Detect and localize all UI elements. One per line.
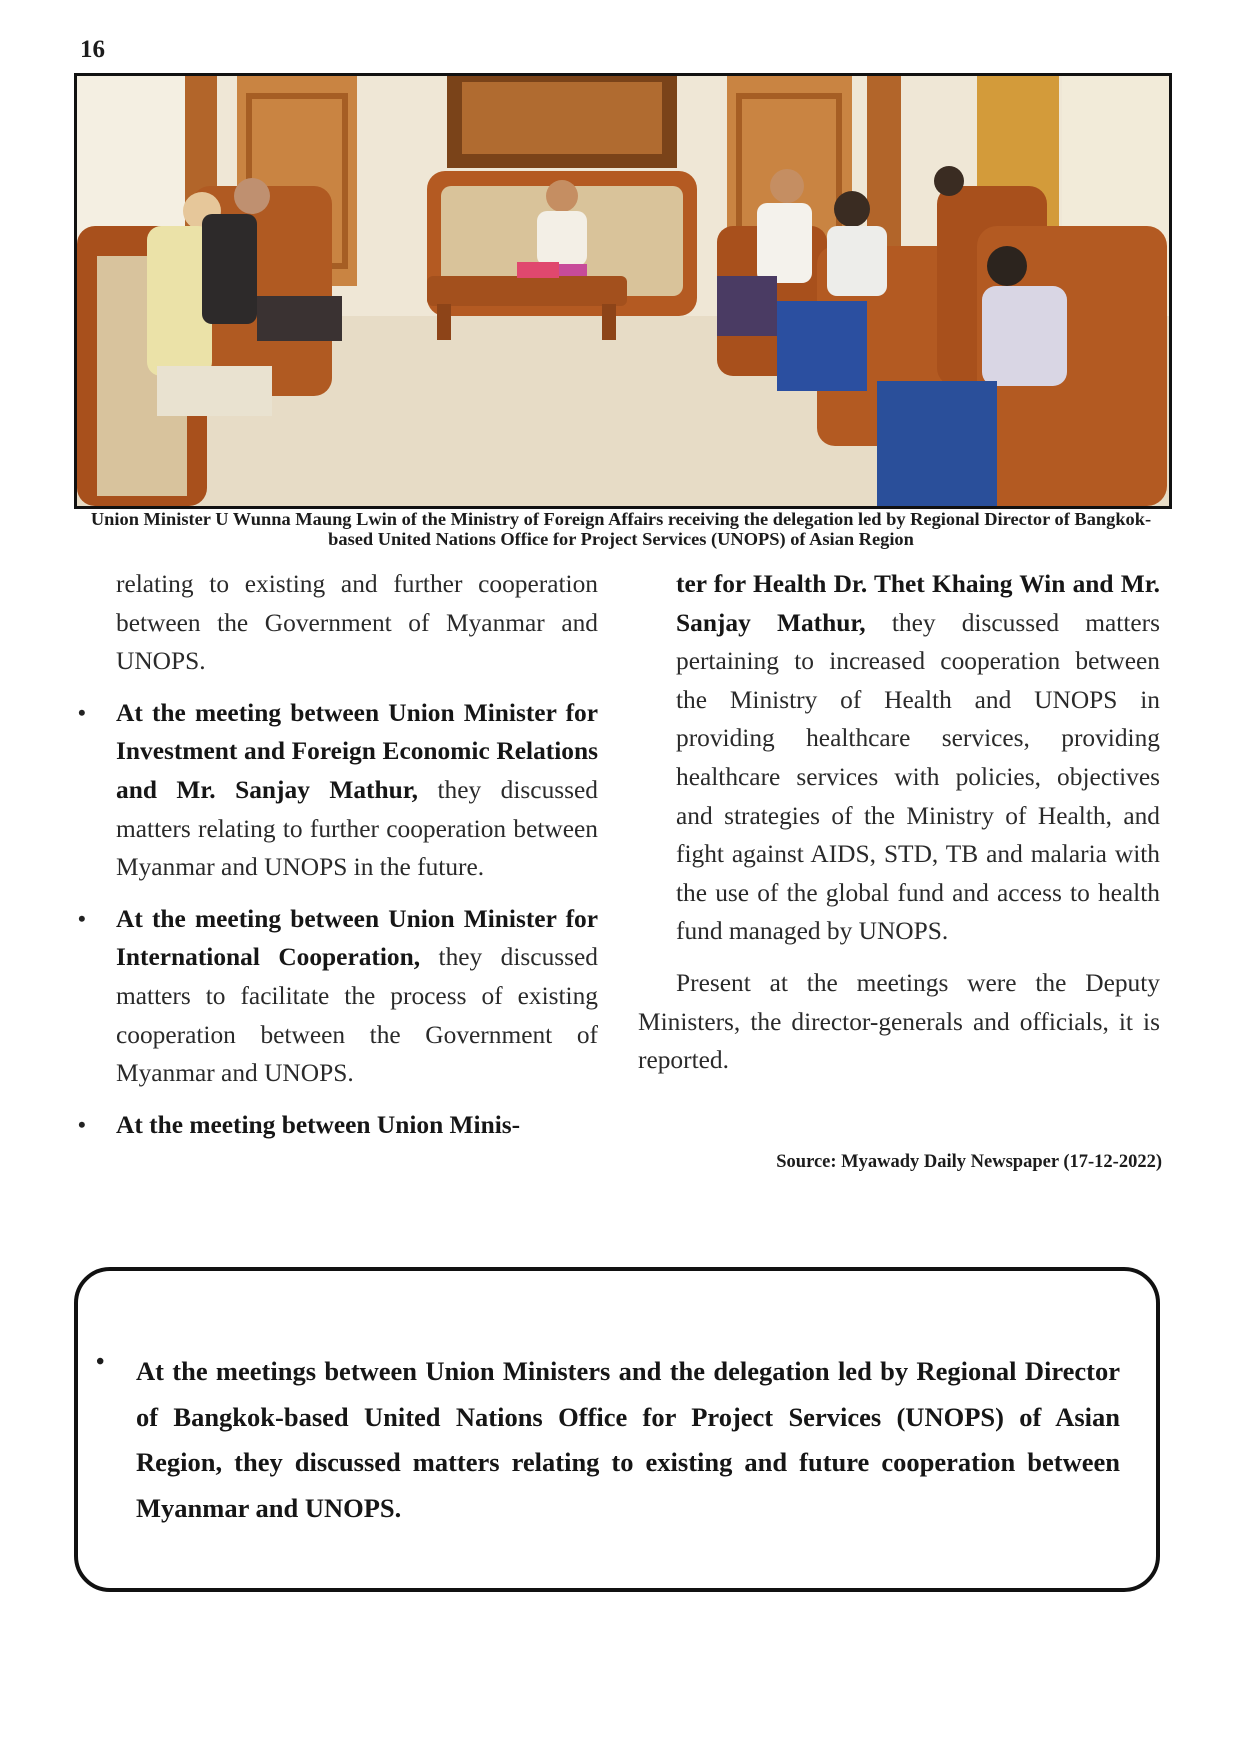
- bullet-item: [78, 1106, 598, 1145]
- source-citation: Source: Myawady Daily Newspaper (17-12-2022): [776, 1152, 1162, 1172]
- left-column: [78, 565, 599, 1144]
- bullet-icon: •: [96, 1349, 105, 1375]
- bullet-item: [78, 694, 598, 887]
- summary-box: [74, 1267, 1160, 1592]
- meeting-photo: [74, 73, 1172, 509]
- continuation-heading: ter for Health Dr. Thet Khaing Win and Mr. Sanjay Mathur,: [676, 570, 1160, 637]
- bullet-text: they discussed matters to facilitate the process of existing cooperation between the Government of Myanmar and UNOPS.: [116, 943, 599, 1088]
- bullet-icon: •: [78, 1111, 86, 1137]
- bullet-heading: At the meeting between Union Minis-: [116, 1110, 521, 1139]
- continuation-text: they discussed matters pertaining to increased cooperation between the Ministry of Health and UNOPS in providing healthcare services, providing healthcare services with policies, objectives and strategies of the Ministry of Health, and fight against AIDS, STD, TB and malaria with the use of the global fund and access to health fund managed by UNOPS.: [676, 608, 1160, 946]
- photo-caption: Union Minister U Wunna Maung Lwin of the Ministry of Foreign Affairs receiving the delegation led by Regional Director of Bangkok-based United Nations Office for Project Services (UNOPS) of Asian Region: [90, 509, 1152, 549]
- bullet-icon: •: [78, 905, 86, 931]
- bullet-text: they discussed matters relating to further cooperation between Myanmar and UNOPS in the future.: [116, 775, 598, 882]
- summary-text: At the meetings between Union Ministers and the delegation led by Regional Director of Bangkok-based United Nations Office for Project Services (UNOPS) of Asian Region, they discussed matters relating to existing and future cooperation between Myanmar and UNOPS.: [136, 1356, 1120, 1523]
- right-column: [638, 565, 1160, 1080]
- right-continuation-paragraph: [638, 565, 1160, 951]
- bullet-heading: At the meeting between Union Minister for Investment and Foreign Economic Relations and Mr. Sanjay Mathur,: [116, 698, 598, 804]
- left-intro-paragraph: relating to existing and further cooperation between the Government of Myanmar and UNOPS.: [116, 570, 598, 676]
- page-number: 16: [80, 36, 105, 63]
- bullet-icon: •: [78, 699, 86, 725]
- bullet-heading: At the meeting between Union Minister for International Cooperation,: [116, 904, 598, 972]
- closing-paragraph: Present at the meetings were the Deputy Ministers, the director-generals and officials, it is reported.: [638, 968, 1160, 1075]
- bullet-item: [78, 900, 599, 1093]
